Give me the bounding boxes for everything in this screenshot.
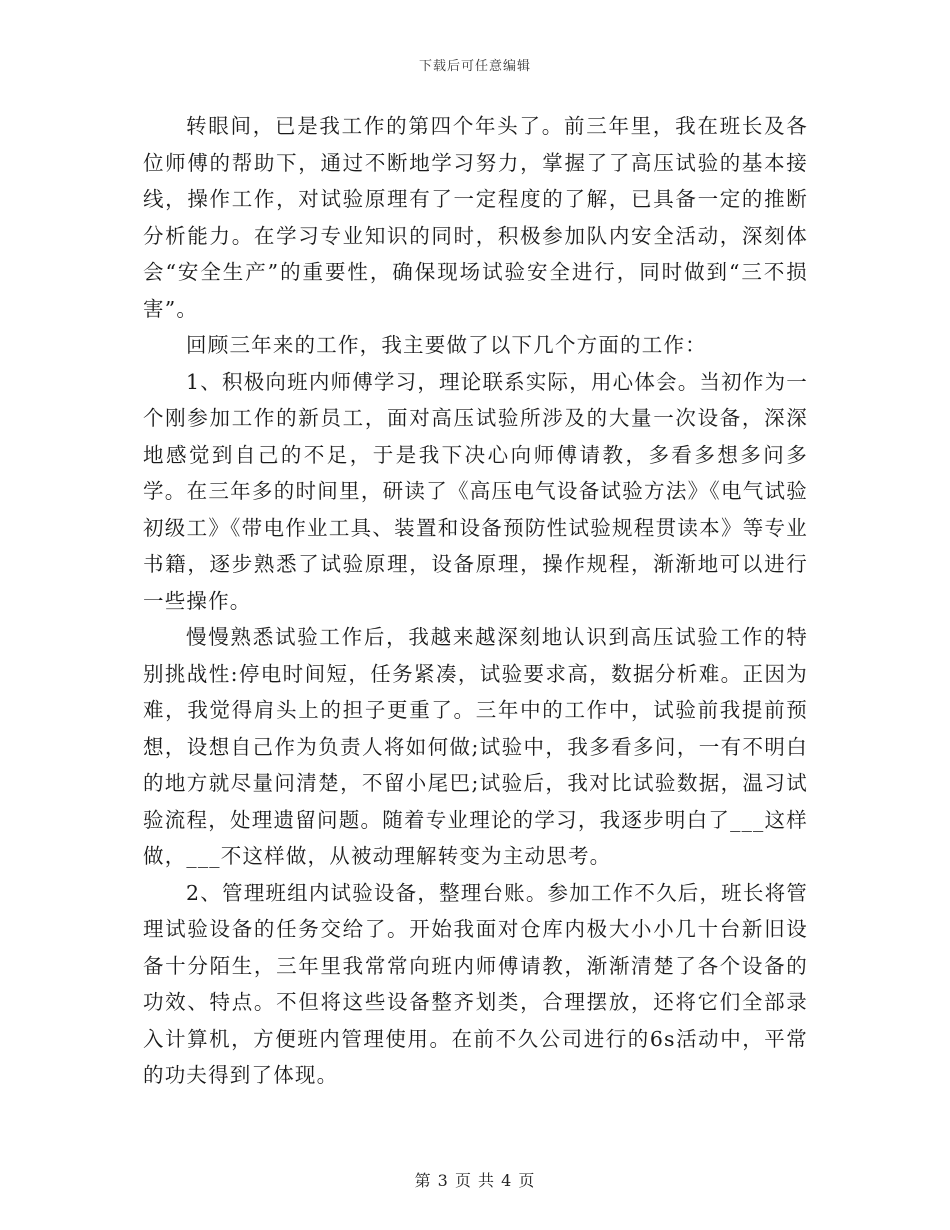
paragraph-item-2: 2、管理班组内试验设备，整理台账。参加工作不久后，班长将管理试验设备的任务交给了。开始我面对仓库内极大小小几十台新旧设备十分陌生，三年里我常常向班内师傅请教，渐渐清楚了各个设备的功效、特点。不但将这些设备整齐划类，合理摆放，还将它们全部录入计算机，方便班内管理使用。在前不久公司进行的6s活动中，平常的功夫得到了体现。 (143, 880, 808, 1087)
header-note: 下载后可任意编辑 (418, 59, 531, 74)
paragraph-challenges: 慢慢熟悉试验工作后，我越来越深刻地认识到高压试验工作的特别挑战性:停电时间短，任务紧凑，试验要求高，数据分析难。正因为难，我觉得肩头上的担子更重了。三年中的工作中，试验前我提前预想，设想自己作为负责人将如何做;试验中，我多看多问，一有不明白的地方就尽量问清楚，不留小尾巴;试验后，我对比试验数据，温习试验流程，处理遗留问题。随着专业理论的学习，我逐步明白了___这样做，___不这样做，从被动理解转变为主动思考。 (143, 625, 808, 868)
paragraph-intro: 转眼间，已是我工作的第四个年头了。前三年里，我在班长及各位师傅的帮助下，通过不断地学习努力，掌握了了高压试验的基本接线，操作工作，对试验原理有了一定程度的了解，已具备一定的推断分析能力。在学习专业知识的同时，积极参加队内安全活动，深刻体会“安全生产”的重要性，确保现场试验安全进行，同时做到“三不损害”。 (143, 114, 808, 321)
page-number: 第 3 页 共 4 页 (414, 1171, 536, 1190)
paragraph-item-1: 1、积极向班内师傅学习，理论联系实际，用心体会。当初作为一个刚参加工作的新员工，面对高压试验所涉及的大量一次设备，深深地感觉到自己的不足，于是我下决心向师傅请教，多看多想多问多学。在三年多的时间里，研读了《高压电气设备试验方法》《电气试验初级工》《带电作业工具、装置和设备预防性试验规程贯读本》等专业书籍，逐步熟悉了试验原理，设备原理，操作规程，渐渐地可以进行一些操作。 (143, 369, 808, 613)
paragraph-review: 回顾三年来的工作，我主要做了以下几个方面的工作： (186, 333, 707, 357)
document-body (143, 108, 808, 1094)
